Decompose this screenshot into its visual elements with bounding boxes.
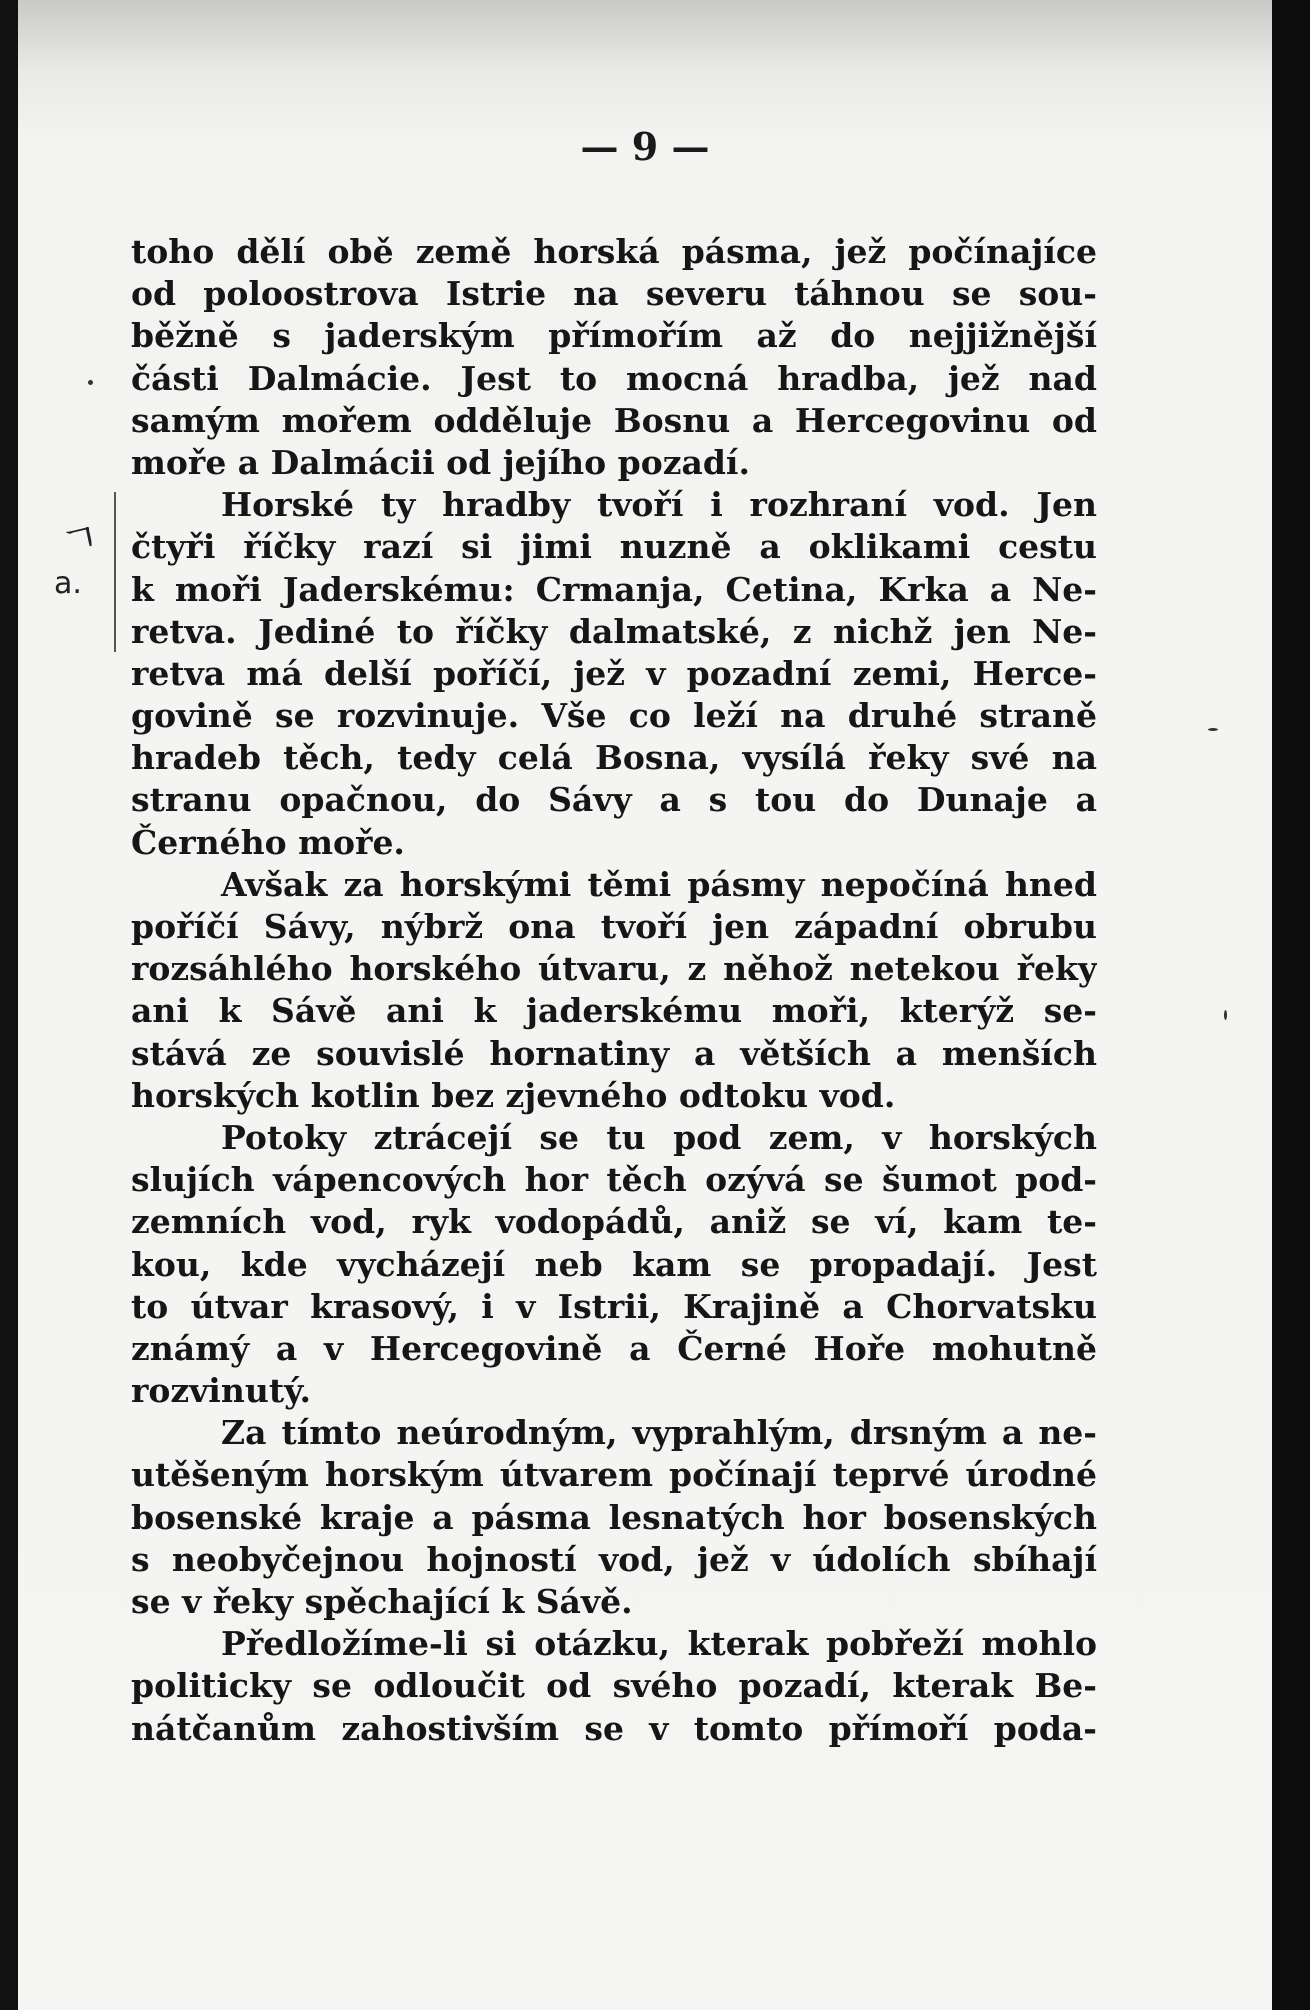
text-line: samým mořem odděluje Bosnu a Hercegovinu od	[131, 400, 1097, 440]
body-text	[131, 231, 1097, 1750]
text-line: ani k Sávě ani k jaderskému moři, kterýž se-	[131, 991, 1097, 1031]
text-line: běžně s jaderským přímořím až do nejjižnější	[131, 316, 1097, 356]
text-line: Potoky ztrácejí se tu pod zem, v horských	[221, 1117, 1097, 1157]
margin-bracket	[114, 492, 116, 652]
text-line: moře a Dalmácii od jejího pozadí.	[131, 442, 750, 482]
text-line: Horské ty hradby tvoří i rozhraní vod. Jen	[221, 485, 1097, 525]
text-line: govině se rozvinuje. Vše co leží na druhé straně	[131, 696, 1097, 736]
text-line: od poloostrova Istrie na severu táhnou se sou-	[131, 274, 1097, 314]
text-line: části Dalmácie. Jest to mocná hradba, jež nad	[131, 358, 1097, 398]
ink-speck	[1224, 1010, 1227, 1020]
text-line: horských kotlin bez zjevného odtoku vod.	[131, 1075, 896, 1115]
text-line: to útvar krasový, i v Istrii, Krajině a Chorvatsku	[131, 1286, 1097, 1326]
text-line: poříčí Sávy, nýbrž ona tvoří jen západní obrubu	[131, 907, 1097, 946]
text-line: zemních vod, ryk vodopádů, aniž se ví, kam te-	[131, 1202, 1097, 1242]
text-line: politicky se odloučit od svého pozadí, kterak Be-	[131, 1666, 1097, 1706]
text-line: Avšak za horskými těmi pásmy nepočíná hned	[221, 864, 1097, 904]
text-line: Předložíme-li si otázku, kterak pobřeží mohlo	[221, 1624, 1097, 1664]
ink-speck	[1208, 728, 1218, 731]
scan-dark-edge	[1272, 0, 1310, 2010]
text-line: utěšeným horským útvarem počínají teprvé úrodné	[131, 1455, 1097, 1495]
margin-annotation-mark: ㄱ	[56, 513, 104, 567]
text-line: retva. Jediné to říčky dalmatské, z nichž jen Ne-	[131, 611, 1097, 651]
book-page	[18, 0, 1272, 2010]
margin-annotation-letter: a.	[54, 566, 82, 601]
text-line: se v řeky spěchající k Sávě.	[131, 1582, 633, 1621]
text-line: známý a v Hercegovině a Černé Hoře mohutně	[131, 1328, 1097, 1368]
text-line: Černého moře.	[131, 822, 405, 862]
text-line: hradeb těch, tedy celá Bosna, vysílá řeky své na	[131, 738, 1097, 778]
text-line: nátčanům zahostivším se v tomto přímoří poda-	[131, 1708, 1097, 1748]
page-number: — 9 —	[580, 124, 710, 169]
text-line: rozsáhlého horského útvaru, z něhož netekou řeky	[131, 949, 1097, 989]
text-line: stranu opačnou, do Sávy a s tou do Dunaje a	[131, 780, 1097, 820]
text-line: slujích vápencových hor těch ozývá se šumot pod-	[131, 1160, 1097, 1200]
text-line: s neobyčejnou hojností vod, jež v údolích sbíhají	[131, 1539, 1097, 1579]
text-line: Za tímto neúrodným, vyprahlým, drsným a ne-	[221, 1413, 1097, 1453]
text-line: retva má delší poříčí, jež v pozadní zemi, Herce-	[131, 653, 1097, 693]
text-line: čtyři říčky razí si jimi nuzně a oklikami cestu	[131, 527, 1097, 567]
text-line: bosenské kraje a pásma lesnatých hor bosenských	[131, 1497, 1097, 1537]
text-line: toho dělí obě země horská pásma, jež počínajíce	[131, 232, 1097, 271]
text-line: rozvinutý.	[131, 1371, 311, 1411]
text-line: stává ze souvislé hornatiny a větších a menších	[131, 1033, 1097, 1073]
ink-speck	[88, 380, 93, 385]
text-line: kou, kde vycházejí neb kam se propadají. Jest	[131, 1244, 1097, 1284]
text-line: k moři Jaderskému: Crmanja, Cetina, Krka a Ne-	[131, 569, 1097, 609]
